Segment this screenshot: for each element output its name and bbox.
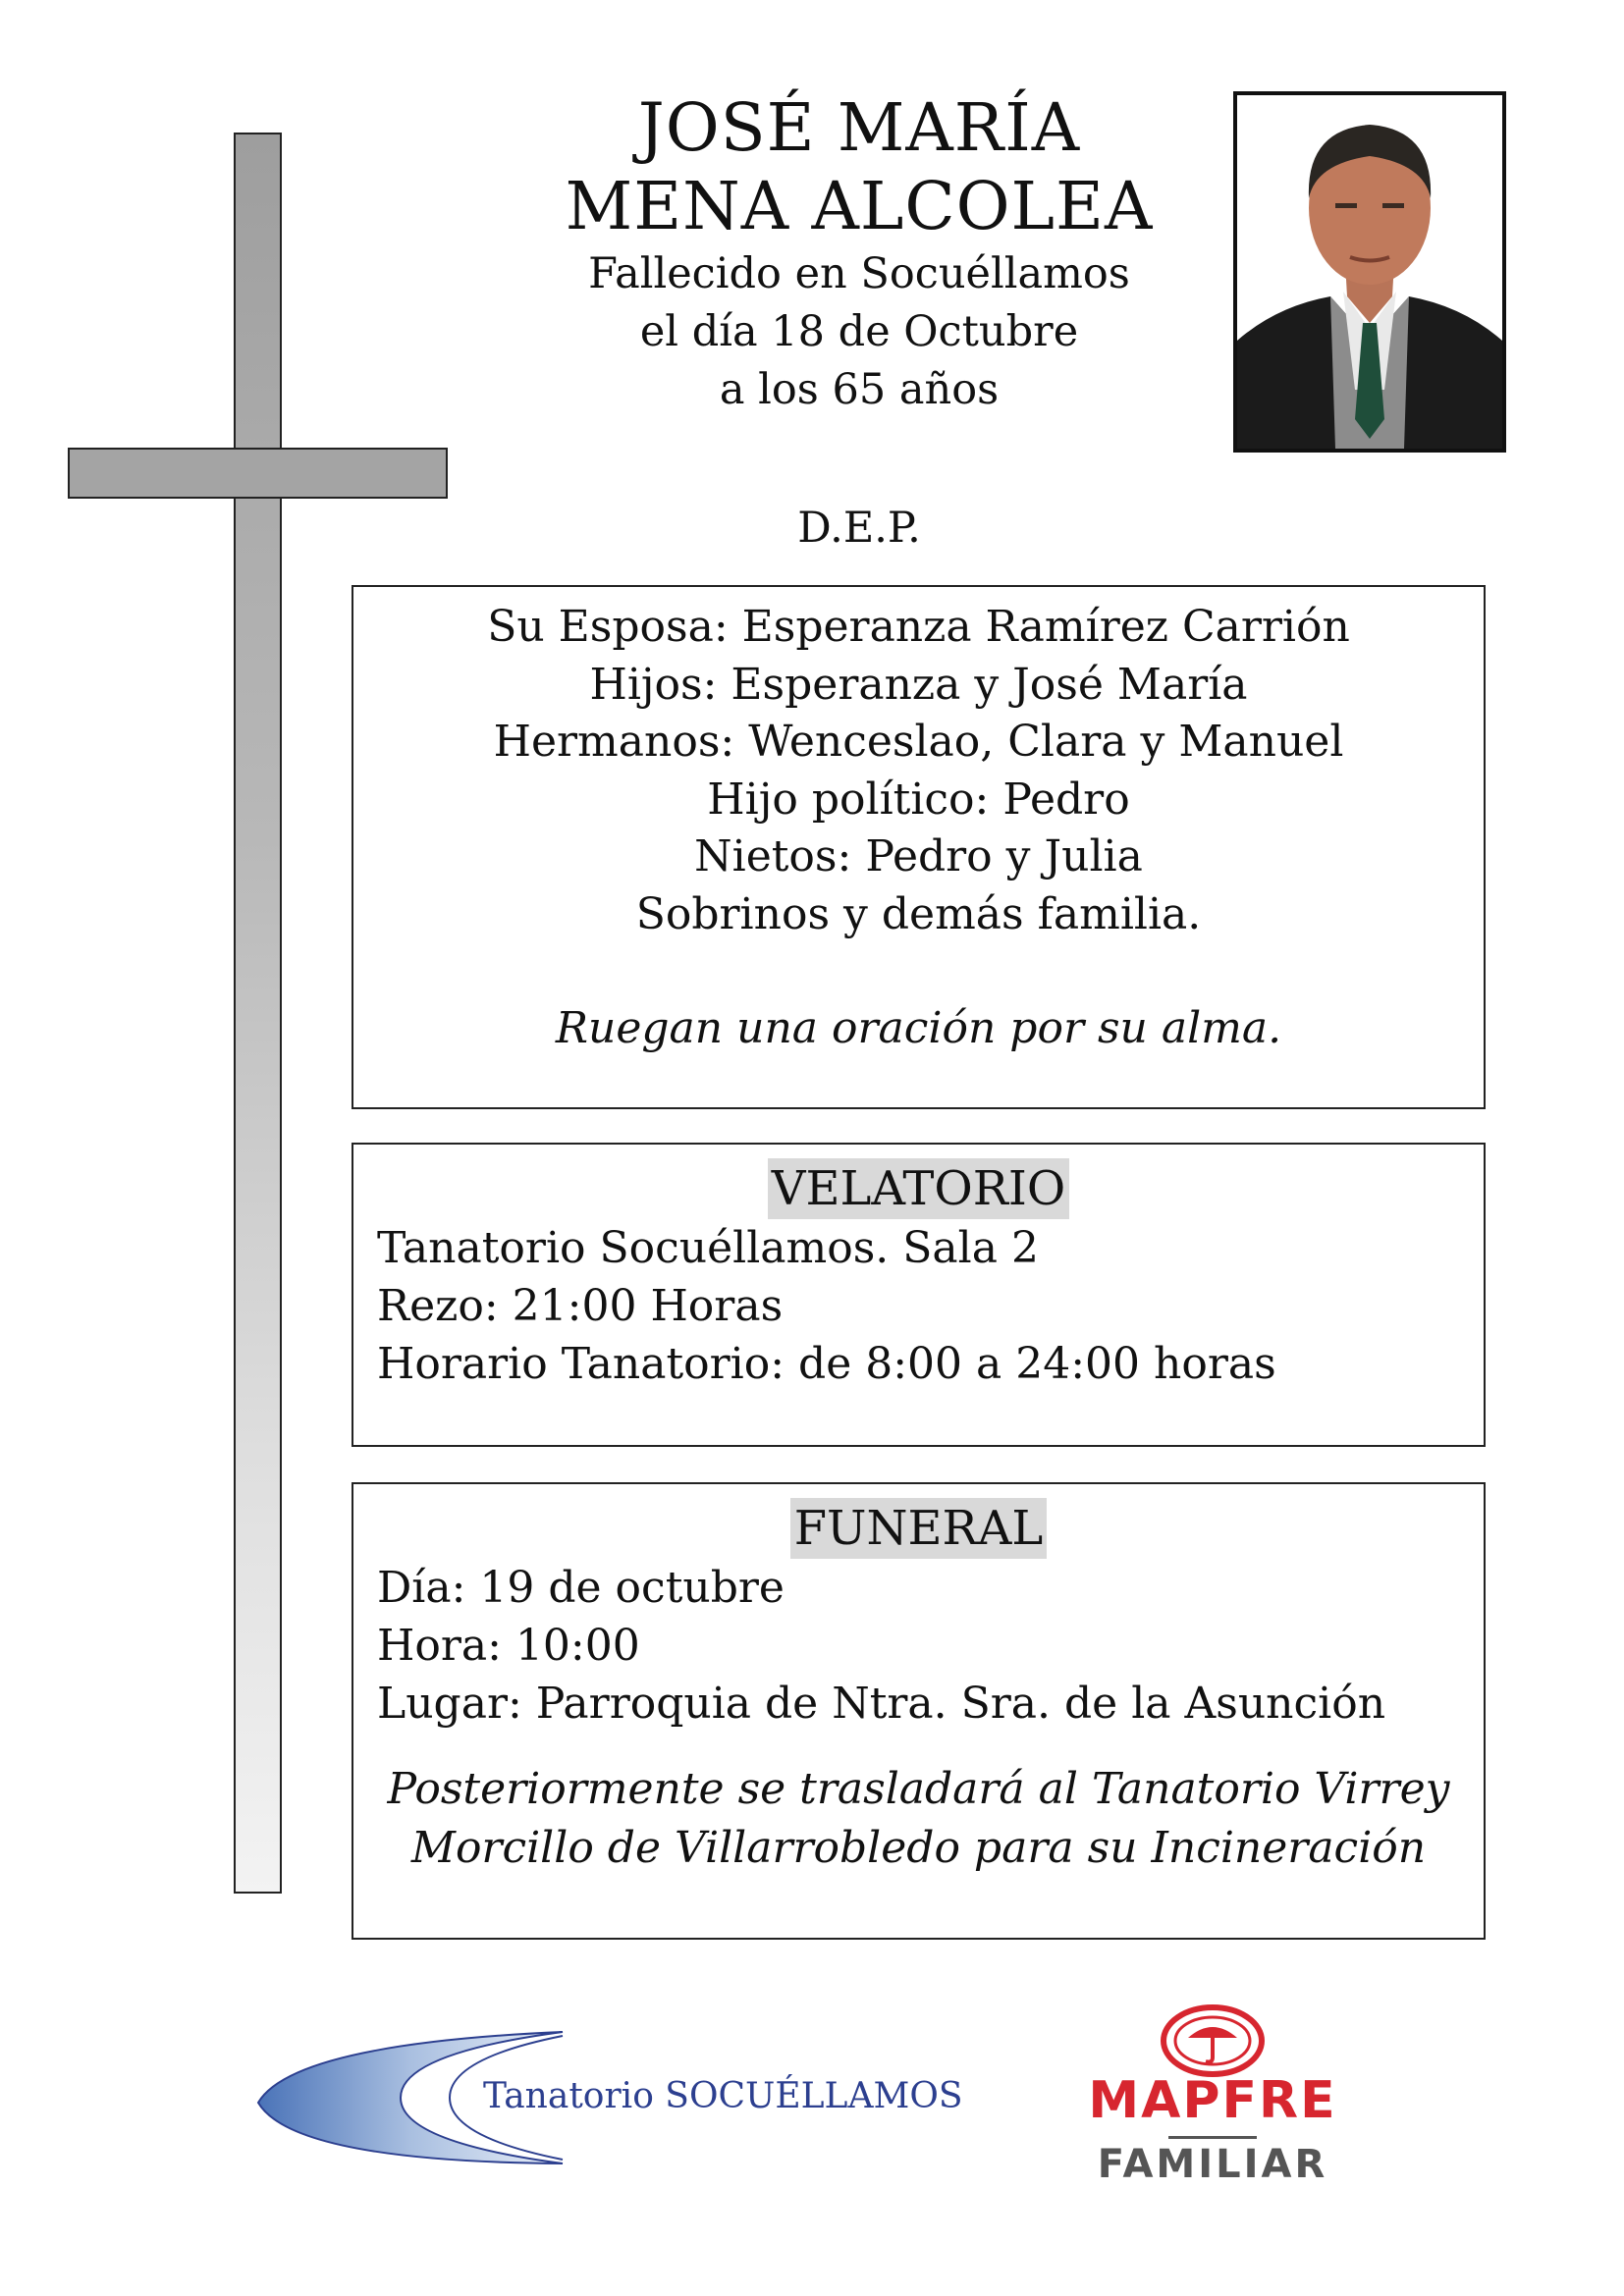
family-children: Hijos: Esperanza y José María xyxy=(589,659,1248,710)
funeral-time: Hora: 10:00 xyxy=(377,1621,640,1671)
velatorio-title: VELATORIO xyxy=(768,1158,1069,1219)
tanatorio-logo-text: Tanatorio SOCUÉLLAMOS xyxy=(483,2076,963,2116)
funeral-note-line1: Posteriormente se trasladará al Tanatorio Virrey xyxy=(387,1764,1450,1814)
velatorio-hours: Horario Tanatorio: de 8:00 a 24:00 horas xyxy=(377,1339,1276,1389)
family-box xyxy=(352,585,1486,1109)
mapfre-familiar-text: FAMILIAR xyxy=(1097,2142,1328,2187)
deceased-name-line1: JOSÉ MARÍA xyxy=(637,89,1081,166)
velatorio-prayer-time: Rezo: 21:00 Horas xyxy=(377,1281,784,1331)
velatorio-location: Tanatorio Socuéllamos. Sala 2 xyxy=(377,1223,1039,1273)
mapfre-emblem-icon xyxy=(1159,2002,1267,2079)
velatorio-box xyxy=(352,1143,1486,1447)
portrait-photo xyxy=(1233,91,1506,453)
family-spouse: Su Esposa: Esperanza Ramírez Carrión xyxy=(487,602,1350,652)
age: a los 65 años xyxy=(719,365,1000,414)
funeral-place: Lugar: Parroquia de Ntra. Sra. de la Asunción xyxy=(377,1679,1386,1729)
funeral-title: FUNERAL xyxy=(790,1498,1047,1559)
family-son-in-law: Hijo político: Pedro xyxy=(707,774,1130,825)
obituary-header xyxy=(491,88,1227,419)
death-date: el día 18 de Octubre xyxy=(639,307,1079,356)
family-grandchildren: Nietos: Pedro y Julia xyxy=(694,831,1143,881)
family-others: Sobrinos y demás familia. xyxy=(635,888,1202,939)
funeral-note-line2: Morcillo de Villarrobledo para su Incineración xyxy=(410,1823,1427,1873)
cross-icon-horizontal xyxy=(68,448,448,499)
mapfre-divider xyxy=(1168,2136,1257,2139)
funeral-box xyxy=(352,1482,1486,1940)
family-siblings: Hermanos: Wenceslao, Clara y Manuel xyxy=(493,717,1344,767)
death-place: Fallecido en Socuéllamos xyxy=(588,249,1130,298)
deceased-name-line2: MENA ALCOLEA xyxy=(565,168,1154,244)
prayer-request: Ruegan una oración por su alma. xyxy=(555,1003,1282,1053)
funeral-day: Día: 19 de octubre xyxy=(377,1563,785,1613)
dep-text: D.E.P. xyxy=(797,504,921,553)
mapfre-logo-text: MAPFRE xyxy=(1088,2071,1337,2130)
cross-icon-vertical xyxy=(234,133,282,1894)
